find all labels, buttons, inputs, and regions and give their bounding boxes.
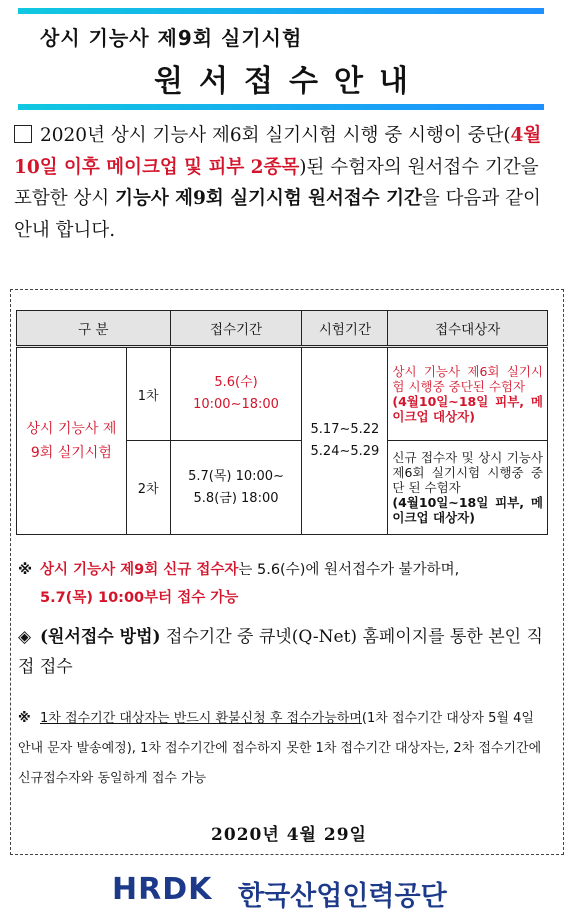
exam-period-line: 5.17∼5.22 [310,422,380,437]
target-text: 신규 접수자 및 상시 기능사 제6회 실기시험 시행중 중단 된 수험자 [392,450,543,495]
diamond-bullet-icon: ◈ [18,627,32,647]
schedule-table [16,310,548,535]
note3-text: (1차 접수기간 대상자 5월 4일 안내 문자 발송예정), 1차 접수기간에 접수하지 못한 1차 접수기간 대상자는, 2차 접수기간에 신규접수자와 동일하게 접수 가능 [18,711,542,786]
note3-underline: 1차 접수기간 대상자는 반드시 환불신청 후 접수가능하며 [40,711,362,726]
period-cell [170,441,302,535]
note-method [18,622,548,682]
table-row [17,347,548,441]
note2-bold: (원서접수 방법) [40,627,161,647]
target-cell [388,441,548,535]
header-bottom-bar [18,104,544,110]
header-period: 접수기간 [170,311,302,347]
header-target: 접수대상자 [388,311,548,347]
note1-highlight: 상시 기능사 제9회 신규 접수자 [40,562,239,578]
page-title: 원서접수안내 [154,64,424,99]
intro-text-b: )된 수험자의 원서접수 기간을 포함한 상시 [14,156,539,209]
organization-name: 한국산업인력공단 [238,881,447,912]
note1-text: 는 5.6(수)에 원서접수가 불가하며, [238,562,460,578]
exam-period-cell [302,347,388,535]
exam-period-line: 5.24∼5.29 [310,444,380,459]
round-label: 2차 [126,441,170,535]
hrdk-logo: HRDK [112,872,213,907]
group-label: 상시 기능사 제9회 실기시험 [17,347,127,535]
note2-text: 접수기간 중 큐넷(Q-Net) 홈페이지를 통한 본인 직접 접수 [18,627,543,677]
reference-mark-icon: ※ [18,711,31,726]
note1-highlight2: 5.7(목) 10:00부터 접수 가능 [40,590,239,606]
intro-paragraph [14,120,554,246]
period-line: 5.8(금) 18:00 [193,490,279,506]
document-date: 2020년 4월 29일 [211,825,367,845]
period-line: 5.6(수) [214,375,258,390]
intro-bold: 기능사 제9회 실기시험 원서접수 기간 [115,188,422,209]
header-top-bar [18,8,544,14]
header-subtitle: 상시 기능사 제9회 실기시험 [40,26,303,50]
intro-highlight: 4월 10일 이후 메이크업 및 피부 2종목 [14,125,542,178]
period-line: 10:00∼18:00 [193,397,279,412]
reference-mark-icon: ※ [18,562,33,578]
table-header-row [17,311,548,347]
intro-text-a: 2020년 상시 기능사 제6회 실기시험 시행 중 시행이 중단( [40,125,511,146]
intro-text-c: 을 다음과 같이 안내 합니다. [14,188,541,241]
note-new-applicants [18,556,548,612]
period-cell [170,347,302,441]
checkbox-square-icon [14,125,32,143]
header-category: 구 분 [17,311,171,347]
round-label: 1차 [126,347,170,441]
note-refund [18,704,548,794]
header-exam-period: 시험기간 [302,311,388,347]
target-text: 상시 기능사 제6회 실기시험 시행중 중단된 수험자 [392,364,543,394]
period-line: 5.7(목) 10:00∼ [188,468,284,484]
target-detail: (4월10일∼18일 피부, 메이크업 대상자) [392,495,543,525]
target-cell [388,347,548,441]
target-detail: (4월10일∼18일 피부, 메이크업 대상자) [392,394,543,424]
